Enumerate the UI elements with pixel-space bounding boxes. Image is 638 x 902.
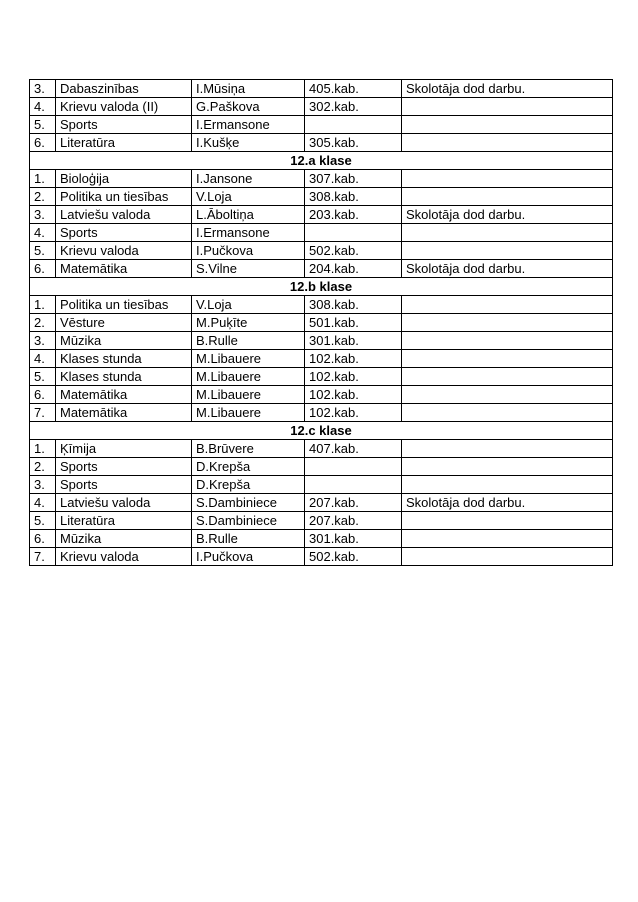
note-cell [402, 188, 613, 206]
subject-cell: Ķīmija [56, 440, 192, 458]
teacher-cell: I.Ermansone [192, 116, 305, 134]
lesson-number-cell: 5. [30, 368, 56, 386]
note-cell [402, 386, 613, 404]
lesson-number-cell: 2. [30, 458, 56, 476]
table-row [30, 224, 613, 242]
teacher-cell: B.Brūvere [192, 440, 305, 458]
room-cell: 501.kab. [305, 314, 402, 332]
room-cell: 301.kab. [305, 332, 402, 350]
teacher-cell: I.Pučkova [192, 242, 305, 260]
schedule-table [29, 79, 613, 566]
room-cell: 305.kab. [305, 134, 402, 152]
note-cell [402, 530, 613, 548]
subject-cell: Sports [56, 224, 192, 242]
room-cell [305, 224, 402, 242]
note-cell [402, 296, 613, 314]
document-page [29, 79, 612, 566]
subject-cell: Vēsture [56, 314, 192, 332]
note-cell [402, 332, 613, 350]
table-row [30, 242, 613, 260]
table-row [30, 134, 613, 152]
teacher-cell: B.Rulle [192, 332, 305, 350]
room-cell: 203.kab. [305, 206, 402, 224]
room-cell [305, 476, 402, 494]
table-row [30, 458, 613, 476]
subject-cell: Dabaszinības [56, 80, 192, 98]
teacher-cell: I.Pučkova [192, 548, 305, 566]
teacher-cell: M.Puķīte [192, 314, 305, 332]
teacher-cell: L.Āboltiņa [192, 206, 305, 224]
subject-cell: Sports [56, 458, 192, 476]
lesson-number-cell: 7. [30, 404, 56, 422]
class-section-header-row [30, 278, 613, 296]
teacher-cell: B.Rulle [192, 530, 305, 548]
note-cell: Skolotāja dod darbu. [402, 80, 613, 98]
table-row [30, 332, 613, 350]
table-row [30, 206, 613, 224]
note-cell [402, 224, 613, 242]
note-cell [402, 458, 613, 476]
note-cell [402, 512, 613, 530]
lesson-number-cell: 6. [30, 134, 56, 152]
note-cell [402, 404, 613, 422]
teacher-cell: S.Dambiniece [192, 494, 305, 512]
teacher-cell: D.Krepša [192, 458, 305, 476]
room-cell: 204.kab. [305, 260, 402, 278]
room-cell: 308.kab. [305, 188, 402, 206]
subject-cell: Latviešu valoda [56, 206, 192, 224]
teacher-cell: I.Jansone [192, 170, 305, 188]
note-cell [402, 350, 613, 368]
note-cell [402, 116, 613, 134]
subject-cell: Sports [56, 476, 192, 494]
table-row [30, 80, 613, 98]
room-cell: 502.kab. [305, 242, 402, 260]
lesson-number-cell: 5. [30, 116, 56, 134]
class-section-header-row [30, 152, 613, 170]
subject-cell: Latviešu valoda [56, 494, 192, 512]
lesson-number-cell: 6. [30, 386, 56, 404]
subject-cell: Mūzika [56, 332, 192, 350]
teacher-cell: I.Mūsiņa [192, 80, 305, 98]
note-cell [402, 368, 613, 386]
teacher-cell: G.Paškova [192, 98, 305, 116]
table-row [30, 512, 613, 530]
room-cell [305, 116, 402, 134]
lesson-number-cell: 3. [30, 332, 56, 350]
schedule-table-body [30, 80, 613, 566]
note-cell [402, 548, 613, 566]
teacher-cell: V.Loja [192, 188, 305, 206]
lesson-number-cell: 5. [30, 512, 56, 530]
table-row [30, 440, 613, 458]
teacher-cell: D.Krepša [192, 476, 305, 494]
subject-cell: Matemātika [56, 386, 192, 404]
lesson-number-cell: 3. [30, 476, 56, 494]
table-row [30, 548, 613, 566]
lesson-number-cell: 3. [30, 80, 56, 98]
note-cell [402, 476, 613, 494]
lesson-number-cell: 4. [30, 98, 56, 116]
room-cell: 102.kab. [305, 386, 402, 404]
lesson-number-cell: 2. [30, 188, 56, 206]
table-row [30, 476, 613, 494]
subject-cell: Klases stunda [56, 368, 192, 386]
room-cell: 301.kab. [305, 530, 402, 548]
room-cell [305, 458, 402, 476]
table-row [30, 170, 613, 188]
class-section-title: 12.c klase [30, 422, 613, 440]
lesson-number-cell: 5. [30, 242, 56, 260]
room-cell: 302.kab. [305, 98, 402, 116]
table-row [30, 530, 613, 548]
note-cell: Skolotāja dod darbu. [402, 260, 613, 278]
subject-cell: Literatūra [56, 134, 192, 152]
teacher-cell: M.Libauere [192, 350, 305, 368]
note-cell [402, 134, 613, 152]
table-row [30, 350, 613, 368]
table-row [30, 368, 613, 386]
class-section-title: 12.a klase [30, 152, 613, 170]
subject-cell: Krievu valoda (II) [56, 98, 192, 116]
subject-cell: Politika un tiesības [56, 296, 192, 314]
table-row [30, 260, 613, 278]
table-row [30, 386, 613, 404]
lesson-number-cell: 4. [30, 224, 56, 242]
room-cell: 207.kab. [305, 512, 402, 530]
class-section-header-row [30, 422, 613, 440]
subject-cell: Matemātika [56, 404, 192, 422]
subject-cell: Krievu valoda [56, 548, 192, 566]
teacher-cell: M.Libauere [192, 386, 305, 404]
room-cell: 308.kab. [305, 296, 402, 314]
lesson-number-cell: 6. [30, 260, 56, 278]
table-row [30, 314, 613, 332]
room-cell: 502.kab. [305, 548, 402, 566]
subject-cell: Klases stunda [56, 350, 192, 368]
teacher-cell: I.Kušķe [192, 134, 305, 152]
room-cell: 102.kab. [305, 368, 402, 386]
subject-cell: Krievu valoda [56, 242, 192, 260]
note-cell: Skolotāja dod darbu. [402, 494, 613, 512]
table-row [30, 188, 613, 206]
lesson-number-cell: 3. [30, 206, 56, 224]
teacher-cell: V.Loja [192, 296, 305, 314]
room-cell: 207.kab. [305, 494, 402, 512]
room-cell: 405.kab. [305, 80, 402, 98]
class-section-title: 12.b klase [30, 278, 613, 296]
subject-cell: Matemātika [56, 260, 192, 278]
room-cell: 407.kab. [305, 440, 402, 458]
room-cell: 307.kab. [305, 170, 402, 188]
subject-cell: Literatūra [56, 512, 192, 530]
teacher-cell: S.Dambiniece [192, 512, 305, 530]
subject-cell: Politika un tiesības [56, 188, 192, 206]
note-cell [402, 170, 613, 188]
subject-cell: Sports [56, 116, 192, 134]
table-row [30, 98, 613, 116]
note-cell [402, 314, 613, 332]
lesson-number-cell: 6. [30, 530, 56, 548]
lesson-number-cell: 7. [30, 548, 56, 566]
lesson-number-cell: 2. [30, 314, 56, 332]
lesson-number-cell: 4. [30, 494, 56, 512]
table-row [30, 404, 613, 422]
teacher-cell: M.Libauere [192, 368, 305, 386]
lesson-number-cell: 1. [30, 296, 56, 314]
note-cell [402, 440, 613, 458]
room-cell: 102.kab. [305, 404, 402, 422]
teacher-cell: I.Ermansone [192, 224, 305, 242]
room-cell: 102.kab. [305, 350, 402, 368]
table-row [30, 494, 613, 512]
subject-cell: Bioloģija [56, 170, 192, 188]
note-cell [402, 242, 613, 260]
note-cell: Skolotāja dod darbu. [402, 206, 613, 224]
table-row [30, 116, 613, 134]
subject-cell: Mūzika [56, 530, 192, 548]
lesson-number-cell: 1. [30, 440, 56, 458]
table-row [30, 296, 613, 314]
lesson-number-cell: 1. [30, 170, 56, 188]
teacher-cell: S.Vilne [192, 260, 305, 278]
teacher-cell: M.Libauere [192, 404, 305, 422]
note-cell [402, 98, 613, 116]
lesson-number-cell: 4. [30, 350, 56, 368]
